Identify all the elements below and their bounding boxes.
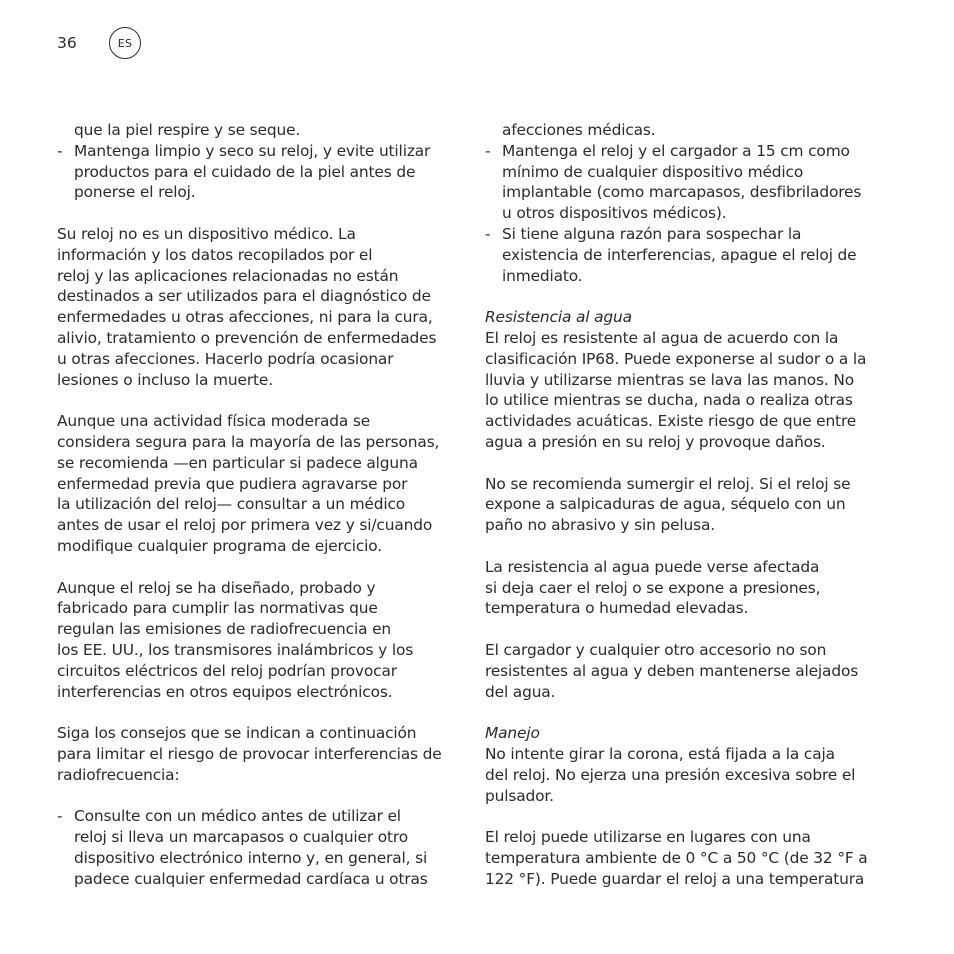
bullet-item-suspect-interference: [485, 224, 900, 286]
text-line: reloj si lleva un marcapasos o cualquier otro: [74, 828, 409, 847]
text-line: 122 °F). Puede guardar el reloj a una temperatura: [485, 869, 865, 888]
paragraph-advice: [57, 723, 467, 785]
paragraph-resistance-affected: [485, 557, 900, 619]
paragraph-crown: [485, 744, 900, 806]
text-line: lesiones o incluso la muerte.: [57, 370, 273, 389]
text-line: clasificación IP68. Puede exponerse al sudor o a la: [485, 349, 867, 368]
text-line: se recomienda —en particular si padece alguna: [57, 453, 418, 472]
text-line: inmediato.: [502, 266, 583, 285]
text-line: temperatura o humedad elevadas.: [485, 599, 749, 618]
text-line: paño no abrasivo y sin pelusa.: [485, 516, 716, 535]
text-line: expone a salpicaduras de agua, séquelo con un: [485, 495, 846, 514]
text-line: alivio, tratamiento o prevención de enfermedades: [57, 328, 437, 347]
text-line: resistentes al agua y deben mantenerse alejados: [485, 661, 859, 680]
text-line: antes de usar el reloj por primera vez y si/cuando: [57, 516, 433, 535]
text-line: enfermedad previa que pudiera agravarse por: [57, 474, 408, 493]
text-line: pulsador.: [485, 786, 554, 805]
text-line: No intente girar la corona, está fijada a la caja: [485, 744, 835, 763]
text-line: existencia de interferencias, apague el reloj de: [502, 245, 857, 264]
text-line: productos para el cuidado de la piel antes de: [74, 162, 416, 181]
text-line: dispositivo electrónico interno y, en general, si: [74, 848, 428, 867]
text-line: actividades acuáticas. Existe riesgo de que entre: [485, 412, 857, 431]
text-line: radiofrecuencia:: [57, 765, 180, 784]
text-line: información y los datos recopilados por el: [57, 245, 373, 264]
section-heading-water-resistance: Resistencia al agua: [485, 308, 632, 327]
paragraph-not-medical-device: [57, 224, 467, 390]
text-line: lo utilice mientras se ducha, nada o realiza otras: [485, 391, 853, 410]
text-line: u otras afecciones. Hacerlo podría ocasionar: [57, 349, 394, 368]
bullet-item-consult-doctor: [57, 806, 467, 889]
page-number: 36: [57, 34, 77, 52]
text-line: interferencias en otros equipos electrónicos.: [57, 682, 393, 701]
language-badge: ES: [109, 27, 141, 59]
text-line: Mantenga limpio y seco su reloj, y evite utilizar: [74, 141, 431, 160]
paragraph-temperature: [485, 827, 900, 889]
text-line: reloj y las aplicaciones relacionadas no están: [57, 266, 399, 285]
text-line: Su reloj no es un dispositivo médico. La: [57, 224, 356, 243]
text-line: Mantenga el reloj y el cargador a 15 cm como: [502, 141, 850, 160]
text-line: del reloj. No ejerza una presión excesiva sobre el: [485, 765, 856, 784]
bullet-dash: -: [485, 224, 491, 243]
text-line: fabricado para cumplir las normativas que: [57, 599, 378, 618]
text-line: Consulte con un médico antes de utilizar el: [74, 807, 401, 826]
text-line: regulan las emisiones de radiofrecuencia en: [57, 620, 392, 639]
text-line: implantable (como marcapasos, desfibriladores: [502, 183, 862, 202]
bullet-dash: -: [57, 807, 63, 826]
right-column: [485, 120, 900, 889]
bullet-dash: -: [485, 141, 491, 160]
bullet-item-keep-distance: [485, 141, 900, 224]
text-line: temperatura ambiente de 0 °C a 50 °C (de 32 °F a: [485, 848, 868, 867]
text-line: enfermedades u otras afecciones, ni para la cura,: [57, 308, 433, 327]
paragraph-water-resistance: [485, 328, 900, 453]
text-line: lluvia y utilizarse mientras se lava las manos. No: [485, 370, 855, 389]
bullet-item-clean-watch: [57, 141, 467, 203]
text-line: mínimo de cualquier dispositivo médico: [502, 162, 804, 181]
continuation-line: afecciones médicas.: [502, 121, 656, 139]
text-line: La resistencia al agua puede verse afectada: [485, 557, 820, 576]
left-column: [57, 120, 467, 889]
text-line: modifique cualquier programa de ejercicio.: [57, 536, 383, 555]
text-line: Aunque el reloj se ha diseñado, probado y: [57, 578, 376, 597]
continuation-line: que la piel respire y se seque.: [74, 121, 301, 139]
text-line: El reloj puede utilizarse en lugares con una: [485, 828, 811, 847]
text-line: El cargador y cualquier otro accesorio no son: [485, 640, 827, 659]
paragraph-submerge: [485, 474, 900, 536]
text-line: destinados a ser utilizados para el diagnóstico de: [57, 287, 431, 306]
text-line: ponerse el reloj.: [74, 183, 196, 202]
text-line: Aunque una actividad física moderada se: [57, 412, 371, 431]
text-line: circuitos eléctricos del reloj podrían provocar: [57, 661, 397, 680]
section-heading-handling: Manejo: [485, 724, 540, 743]
paragraph-radio-frequency: [57, 578, 467, 703]
text-line: del agua.: [485, 682, 556, 701]
text-line: u otros dispositivos médicos).: [502, 204, 727, 223]
text-line: la utilización del reloj— consultar a un médico: [57, 495, 406, 514]
text-line: Siga los consejos que se indican a continuación: [57, 724, 417, 743]
text-line: los EE. UU., los transmisores inalámbricos y los: [57, 640, 414, 659]
text-line: agua a presión en su reloj y provoque daños.: [485, 432, 826, 451]
text-line: padece cualquier enfermedad cardíaca u otras: [74, 869, 428, 888]
paragraph-charger: [485, 640, 900, 702]
text-line: para limitar el riesgo de provocar interferencias de: [57, 744, 442, 763]
text-line: El reloj es resistente al agua de acuerdo con la: [485, 328, 839, 347]
text-line: considera segura para la mayoría de las personas,: [57, 432, 440, 451]
text-line: No se recomienda sumergir el reloj. Si el reloj se: [485, 474, 851, 493]
paragraph-physical-activity: [57, 411, 467, 557]
text-line: si deja caer el reloj o se expone a presiones,: [485, 578, 821, 597]
bullet-dash: -: [57, 141, 63, 160]
text-line: Si tiene alguna razón para sospechar la: [502, 224, 802, 243]
